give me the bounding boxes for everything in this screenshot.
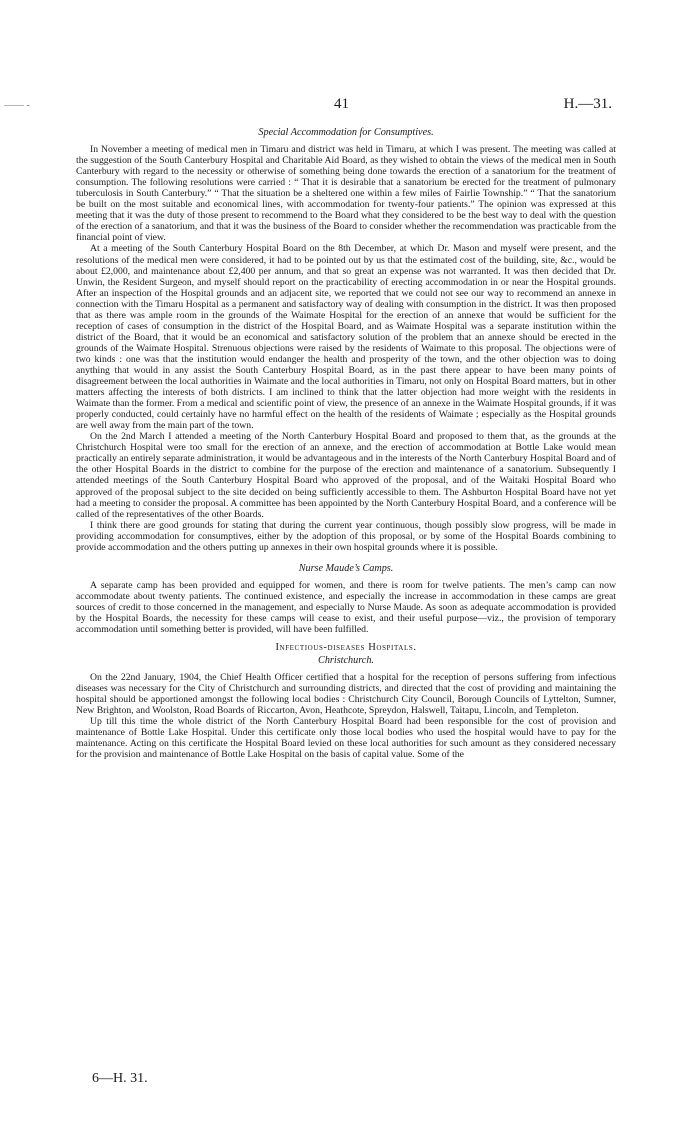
paragraph: On the 22nd January, 1904, the Chief Health Officer certified that a hospital for the reception of persons suffering from infectious diseases was necessary for the City of Christchurch and surrounding districts, and directed that the cost of providing and maintaining the hospital should be apportioned amongst the following local bodies : Christchurch City Council, Borough Councils of Lyttelton, Sumner, New Brighton, and Woolston, Road Boards of Riccarton, Avon, Heathcote, Spreydon, Halswell, Taitapu, Lincoln, and Templeton. [76, 672, 616, 717]
paragraph: At a meeting of the South Canterbury Hospital Board on the 8th December, at which Dr. Mason and myself were present, and the resolutions of the medical men were considered, it had to be pointed out by us that the estimated cost of the building, site, &c., would be about £2,000, and maintenance about £2,400 per annum, and that so great an expense was not warranted. It was then decided that Dr. Unwin, the Resident Surgeon, and myself should report on the practicability of erecting accommodation in or near the Hospital grounds. After an inspection of the Hospital grounds and an adjacent site, we reported that we could not see our way to recommend an annexe in connection with the Timaru Hospital as a permanent and satisfactory way of dealing with consumption in the district. It was then proposed that as there was ample room in the grounds of the Waimate Hospital for the erection of an annexe that would be sufficient for the reception of cases of consumption in the district of the Hospital Board, and as Waimate Hospital was a separate institution within the district of the Board, that it would be an economical and satisfactory solution of the problem that an annexe should be erected in the grounds of the Waimate Hospital. Strenuous objections were raised by the residents of Waimate to this proposal. The objections were of two kinds : one was that the institution would endanger the health and prosperity of the town, and the other objection was to doing anything that would in any assist the South Canterbury Hospital Board, as in the past there appear to have been many points of disagreement between the local authorities in Waimate and the local authorities in Timaru, not only on Hospital Board matters, but in other matters affecting the interests of both districts. I am inclined to think that the latter objection had more weight with the residents in Waimate than the former. From a medical and scientific point of view, the presence of an annexe in the Waimate Hospital grounds, if it was properly conducted, could certainly have no harmful effect on the health of the residents of Waimate ; especially as the Hospital grounds are well away from the main part of the town. [76, 243, 616, 432]
footer-signature: 6—H. 31. [92, 1071, 148, 1086]
page-number: 41 [334, 96, 349, 112]
section-title-nurse-maude: Nurse Maude’s Camps. [298, 562, 394, 574]
paragraph: On the 2nd March I attended a meeting of the North Canterbury Hospital Board and proposed to them that, as the grounds at the Christchurch Hospital were too small for the erection of an annexe, and the erection of accommodation at Bottle Lake would mean practically an entirely separate administration, it would be advantageous and in the interests of the North Canterbury Hospital Board and of the other Hospital Boards in the district to combine for the purpose of the erection and maintenance of a sanatorium. Subsequently I attended meetings of the South Canterbury Hospital Board who approved of the proposal, and of the Waitaki Hospital Board who approved of the proposal subject to the site decided on being sufficiently accessible to them. The Ashburton Hospital Board have not yet had a meeting to consider the proposal. A committee has been appointed by the North Canterbury Hospital Board, and a conference will be called of the representatives of the other Boards. [76, 431, 616, 520]
section-title-consumptives: Special Accommodation for Consumptives. [258, 127, 434, 138]
page-body [76, 124, 616, 761]
section-title-infectious-diseases: Infectious-diseases Hospitals. [275, 642, 417, 654]
subsection-title-christchurch: Christchurch. [318, 655, 374, 667]
document-reference: H.—31. [563, 96, 612, 112]
paragraph: In November a meeting of medical men in Timaru and district was held in Timaru, at which I was present. The meeting was called at the suggestion of the South Canterbury Hospital and Charitable Aid Board, as they wished to obtain the views of the medical men in South Canterbury with regard to the necessity or otherwise of something being done towards the erection of a sanatorium for the treatment of consumption. The following resolutions were carried : “ That it is desirable that a sanatorium be erected for the treatment of pulmonary tuberculosis in South Canterbury.” “ That the situation be a sheltered one within a few miles of Fairlie Township.” “ That the sanatorium be built on the most suitable and economical lines, with accommodation for twenty-four patients.” The opinion was expressed at this meeting that it was the duty of those present to recommend to the Board what they considered to be the best way to deal with the question of the erection of a sanatorium, and that it was the business of the Board to consider whether the recommendation was practicable from the financial point of view. [76, 144, 616, 244]
paragraph: I think there are good grounds for stating that during the current year continuous, though possibly slow progress, will be made in providing accommodation for consumptives, either by the adoption of this proposal, or by some of the Hospital Boards combining to provide accommodation and the others putting up annexes in their own hospital grounds where it is possible. [76, 519, 616, 553]
margin-mark: —— ‐ [4, 100, 30, 111]
paragraph: A separate camp has been provided and equipped for women, and there is room for twelve patients. The men’s camp can now accommodate about twenty patients. The continued existence, and especially the increase in accommodation in these camps are great sources of credit to those concerned in the management, and especially to Nurse Maude. As soon as adequate accommodation is provided by the Hospital Boards, the necessity for these camps will cease to exist, and their useful purpose—viz., the provision of temporary accommodation until something better is provided, will have been fulfilled. [76, 579, 616, 636]
paragraph: Up till this time the whole district of the North Canterbury Hospital Board had been responsible for the cost of provision and maintenance of Bottle Lake Hospital. Under this certificate only those local bodies who used the hospital would have to pay for the maintenance. Acting on this certificate the Hospital Board levied on these local authorities for such amount as they considered necessary for the provision and maintenance of Bottle Lake Hospital on the basis of capital value. Some of the [76, 716, 616, 761]
